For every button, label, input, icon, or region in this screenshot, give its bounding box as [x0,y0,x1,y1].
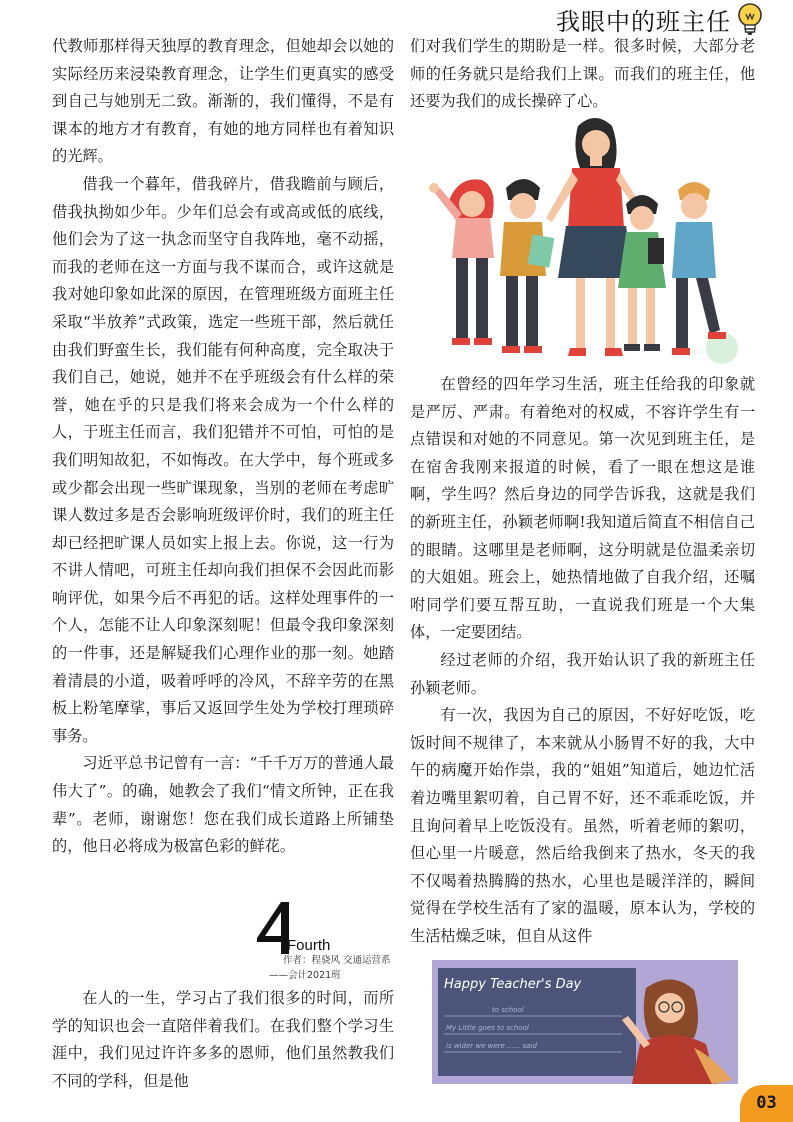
article-right-column-top [410,33,755,116]
article-left-column-bottom [52,985,394,1095]
paragraph: 习近平总书记曾有一言：“千千万万的普通人最伟大了”。的确，她教会了我们“情文所钟，正在我辈”。老师，谢谢您！您在我们成长道路上所铺垫的，他日必将成为极富色彩的鲜花。 [52,754,394,856]
card-line-2: My Little goes to school [446,1024,529,1032]
paragraph: 们对我们学生的期盼是一样。很多时候，大部分老师的任务就只是给我们上课。而我们的班主任，他还要为我们的成长操碎了心。 [410,37,755,111]
teachers-day-illustration [432,960,738,1084]
paragraph: 代教师那样得天独厚的教育理念，但她却会以她的实际经历来浸染教育理念，让学生们更真实的感受到自己与她别无二致。渐渐的，我们懂得，不是有课本的地方才有教育，有她的地方同样也有着知识的光辉。 [52,37,394,166]
card-line-1: to school [492,1006,524,1014]
card-title: Happy Teacher's Day [444,977,582,992]
card-line-3: is wider we were ...... said [446,1042,537,1050]
page-title: 我眼中的班主任 [556,8,731,36]
paragraph: 在曾经的四年学习生活，班主任给我的印象就是严厉、严肃。有着绝对的权威，不容许学生有一点错误和对她的不同意见。第一次见到班主任，是在宿舍我刚来报道的时候，看了一眼在想这是谁啊，学生吗？然后身边的同学告诉我，这就是我们的新班主任，孙颖老师啊!我知道后简直不相信自己的眼睛。这哪里是老师啊，这分明就是位温柔亲切的大姐姐。班会上，她热情地做了自我介绍，还嘱咐同学们要互帮互助，一直说我们班是一个大集体，一定要团结。 [410,375,755,642]
signature-label: Fourth [287,937,331,954]
article-right-column [410,371,755,950]
article-left-column [52,33,394,861]
article-signature [255,902,405,982]
paragraph: 借我一个暮年，借我碎片，借我瞻前与顾后，借我执拗如少年。少年们总会有或高或低的底线，他们会为了这一执念而坚守自我阵地，毫不动摇，而我的老师在这一方面与我不谋而合，或许这就是我对她印象如此深的原因，在管理班级方面班主任采取“半放养”式政策，选定一些班干部，然后就任由我们野蛮生长，我们能有何种高度，完全取决于我们自己，她说，她并不在乎班级会有什么样的荣誉，她在乎的只是我们将来会成为一个什么样的人，于班主任而言，我们犯错并不可怕，可怕的是我们明知故犯，不如悔改。在大学中，每个班或多或少都会出现一些旷课现象，当别的老师在考虑旷课人数过多是否会影响班级评价时，我们的班主任却已经把旷课人员如实上报上去。你说，这一行为不讲人情吧，可班主任却向我们担保不会因此而影响评优，如果今后不再犯的话。这样处理事件的一个人，怎能不让人印象深刻呢！但最令我印象深刻的一件事，还是解疑我们心理作业的那一刻。她踏着清晨的小道，吸着呼呼的冷风，不辞辛劳的在黑板上粉笔摩挲，事后又返回学生处为学校打理琐碎事务。 [52,174,394,745]
page-number: 03 [740,1085,793,1122]
paragraph: 有一次，我因为自己的原因，不好好吃饭，吃饭时间不规律了，本来就从小肠胃不好的我，大中午的病魔开始作祟，我的“姐姐”知道后，她边忙活着边嘴里絮叨着，自己胃不好，还不乖乖吃饭，并且询问着早上吃饭没有。虽然，听着老师的絮叨，但心里一片暖意，然后给我倒来了热水，冬天的我不仅喝着热腾腾的热水，心里也是暖洋洋的，瞬间觉得在学校生活有了家的温暖，原本认为，学校的生活枯燥乏味，但自从这件 [410,706,755,945]
paragraph: 在人的一生，学习占了我们很多的时间，而所学的知识也会一直陪伴着我们。在我们整个学习生涯中，我们见过许许多多的恩师，他们虽然教我们不同的学科，但是他 [52,989,394,1090]
teacher-students-illustration [420,108,760,370]
signature-author: 作者：程骁风 交通运营系 [283,955,391,966]
signature-class: ——会计2021班 [269,970,341,981]
fourth-numeral-logo [255,902,291,954]
paragraph: 经过老师的介绍，我开始认识了我的新班主任孙颖老师。 [410,650,755,697]
